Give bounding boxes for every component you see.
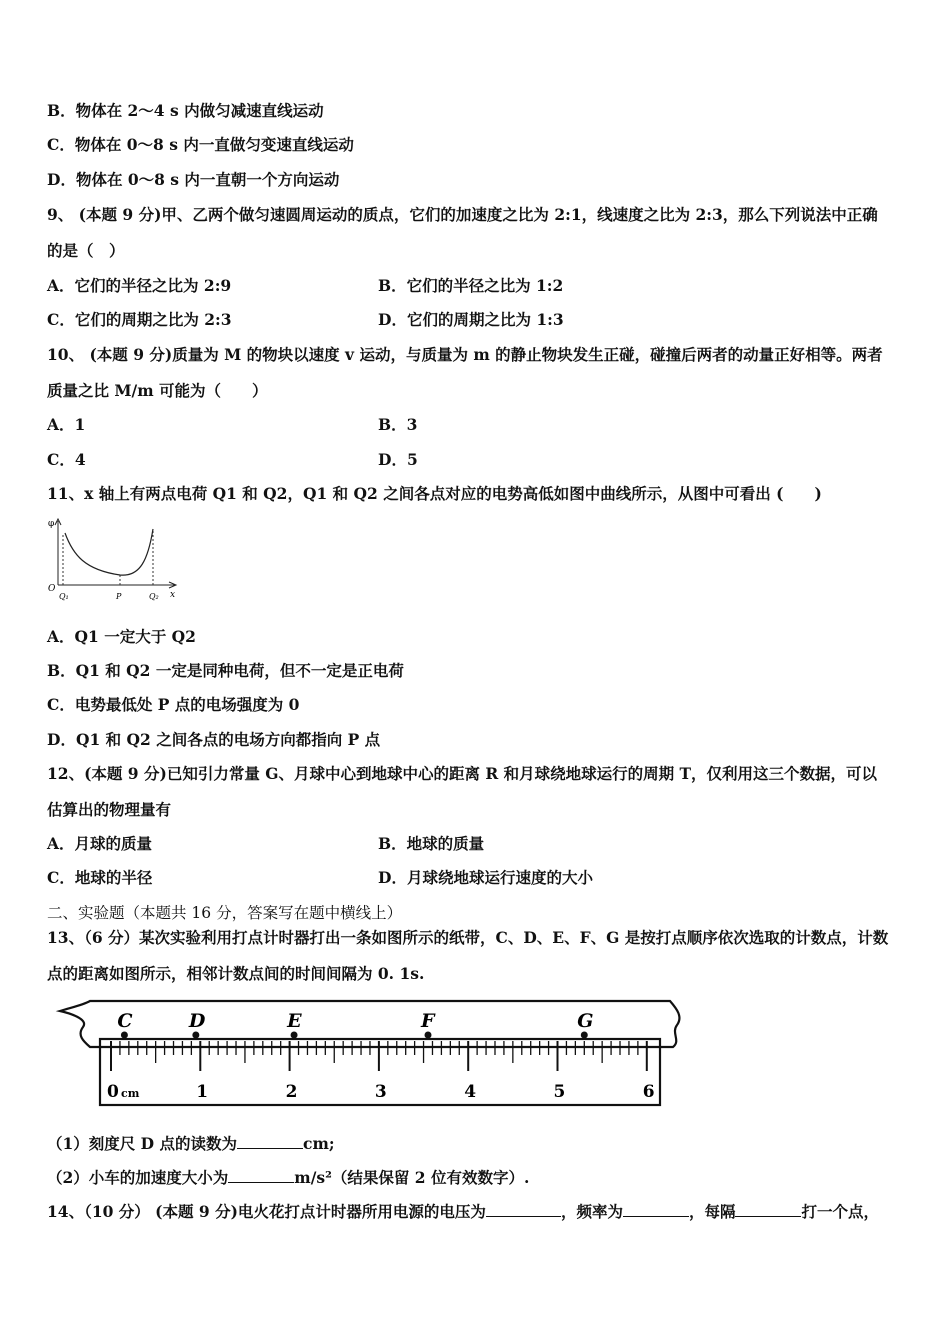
graph-point-p: P xyxy=(116,592,122,601)
graph-point-q2: Q₂ xyxy=(149,592,159,601)
q13-sub2-unit: m/s² xyxy=(294,1168,332,1187)
q8-option-d: D．物体在 0～8 s 内一直朝一个方向运动 xyxy=(47,170,340,189)
q14-mid2: ，每隔 xyxy=(688,1202,736,1221)
q9-stem-line2: 的是（ ） xyxy=(47,241,125,260)
q12-option-c: C．地球的半径 xyxy=(47,868,153,887)
q13-sub1-suffix: cm; xyxy=(303,1134,335,1153)
q10-option-a: A．1 xyxy=(47,415,86,434)
tape-point-label: E xyxy=(287,1010,302,1032)
q9-option-b: B．它们的半径之比为 1:2 xyxy=(378,276,564,295)
q10-option-b: B．3 xyxy=(378,415,418,434)
q13-sub2-prefix: （2）小车的加速度大小为 xyxy=(47,1168,229,1187)
tape-point-dot xyxy=(581,1032,588,1039)
q10-option-c: C．4 xyxy=(47,450,86,469)
ruler-tick-label: 3 xyxy=(374,1082,387,1102)
ruler-tick-label: 6 xyxy=(642,1082,655,1102)
q10-stem-line1: 10、 (本题 9 分)质量为 M 的物块以速度 v 运动，与质量为 m 的静止物块发生正碰，碰撞后两者的动量正好相等。两者 xyxy=(47,345,883,364)
q14-stem xyxy=(47,1200,879,1222)
q11-potential-graph xyxy=(45,515,185,603)
q14-mid1: ，频率为 xyxy=(560,1202,623,1221)
q12-option-d: D．月球绕地球运行速度的大小 xyxy=(378,868,593,887)
q12-stem-line1: 12、(本题 9 分)已知引力常量 G、月球中心到地球中心的距离 R 和月球绕地球运行的周期 T，仅利用这三个数据，可以 xyxy=(47,764,878,783)
tape-point-dot xyxy=(192,1032,199,1039)
ruler-tick-label: 4 xyxy=(464,1082,477,1102)
q12-stem-line2: 估算出的物理量有 xyxy=(47,800,172,819)
ruler-unit-label: cm xyxy=(121,1087,140,1100)
q14-interval-blank[interactable] xyxy=(735,1200,801,1217)
graph-x-label: x xyxy=(170,590,176,600)
q14-voltage-blank[interactable] xyxy=(486,1200,561,1217)
q13-stem-line1: 13、（6 分）某次实验利用打点计时器打出一条如图所示的纸带，C、D、E、F、G 是按打点顺序依次选取的计数点，计数 xyxy=(47,928,889,947)
q8-option-b: B．物体在 2～4 s 内做匀减速直线运动 xyxy=(47,101,324,120)
tape-point-label: D xyxy=(188,1010,206,1032)
q12-option-a: A．月球的质量 xyxy=(47,834,153,853)
section-2-heading: 二、实验题（本题共 16 分，答案写在题中横线上） xyxy=(47,904,403,922)
ruler-tick-label: 5 xyxy=(553,1082,566,1102)
q9-option-c: C．它们的周期之比为 2:3 xyxy=(47,310,232,329)
tape-point-label: F xyxy=(421,1010,435,1032)
q13-stem-line2: 点的距离如图所示，相邻计数点间的时间间隔为 0. 1s. xyxy=(47,964,425,983)
ruler-tick-label: 0 xyxy=(107,1082,119,1102)
potential-curve xyxy=(65,529,153,575)
q10-stem-line2: 质量之比 M/m 可能为（ ） xyxy=(47,381,268,400)
q13-sub1 xyxy=(47,1132,335,1154)
q12-option-b: B．地球的质量 xyxy=(378,834,485,853)
q13-sub2 xyxy=(47,1166,529,1188)
tape-point-dot xyxy=(425,1032,432,1039)
tape-point-label: G xyxy=(577,1010,594,1032)
q11-option-c: C．电势最低处 P 点的电场强度为 0 xyxy=(47,695,300,714)
q11-option-a: A．Q1 一定大于 Q2 xyxy=(47,627,196,646)
graph-y-label: φ xyxy=(48,519,55,529)
q13-sub2-suffix: （结果保留 2 位有效数字）. xyxy=(331,1168,530,1187)
tape-point-label: C xyxy=(117,1010,133,1032)
q13-tape-ruler-figure xyxy=(55,995,690,1110)
ruler-tick-label: 1 xyxy=(196,1082,209,1102)
q8-option-c: C．物体在 0～8 s 内一直做匀变速直线运动 xyxy=(47,135,354,154)
q9-option-a: A．它们的半径之比为 2:9 xyxy=(47,276,232,295)
q10-option-d: D．5 xyxy=(378,450,418,469)
tape-point-dot xyxy=(121,1032,128,1039)
graph-point-q1: Q₁ xyxy=(59,592,69,601)
q9-stem-line1: 9、 (本题 9 分)甲、乙两个做匀速圆周运动的质点，它们的加速度之比为 2:1，线速度之比为 2:3，那么下列说法中正确 xyxy=(47,205,878,224)
q13-sub1-answer-blank[interactable] xyxy=(237,1132,303,1149)
tape-point-dot xyxy=(291,1032,298,1039)
graph-origin-label: O xyxy=(48,584,56,594)
q14-frequency-blank[interactable] xyxy=(623,1200,689,1217)
q13-sub2-answer-blank[interactable] xyxy=(228,1166,294,1183)
q14-suffix: 打一个点， xyxy=(801,1202,879,1221)
q11-stem: 11、x 轴上有两点电荷 Q1 和 Q2，Q1 和 Q2 之间各点对应的电势高低如图中曲线所示，从图中可看出 ( ) xyxy=(47,484,822,503)
q11-option-d: D．Q1 和 Q2 之间各点的电场方向都指向 P 点 xyxy=(47,730,381,749)
q13-sub1-prefix: （1）刻度尺 D 点的读数为 xyxy=(47,1134,238,1153)
q9-option-d: D．它们的周期之比为 1:3 xyxy=(378,310,564,329)
q11-option-b: B．Q1 和 Q2 一定是同种电荷，但不一定是正电荷 xyxy=(47,661,404,680)
ruler-tick-label: 2 xyxy=(285,1082,298,1102)
q14-prefix: 14、（10 分） (本题 9 分)电火花打点计时器所用电源的电压为 xyxy=(47,1202,486,1221)
